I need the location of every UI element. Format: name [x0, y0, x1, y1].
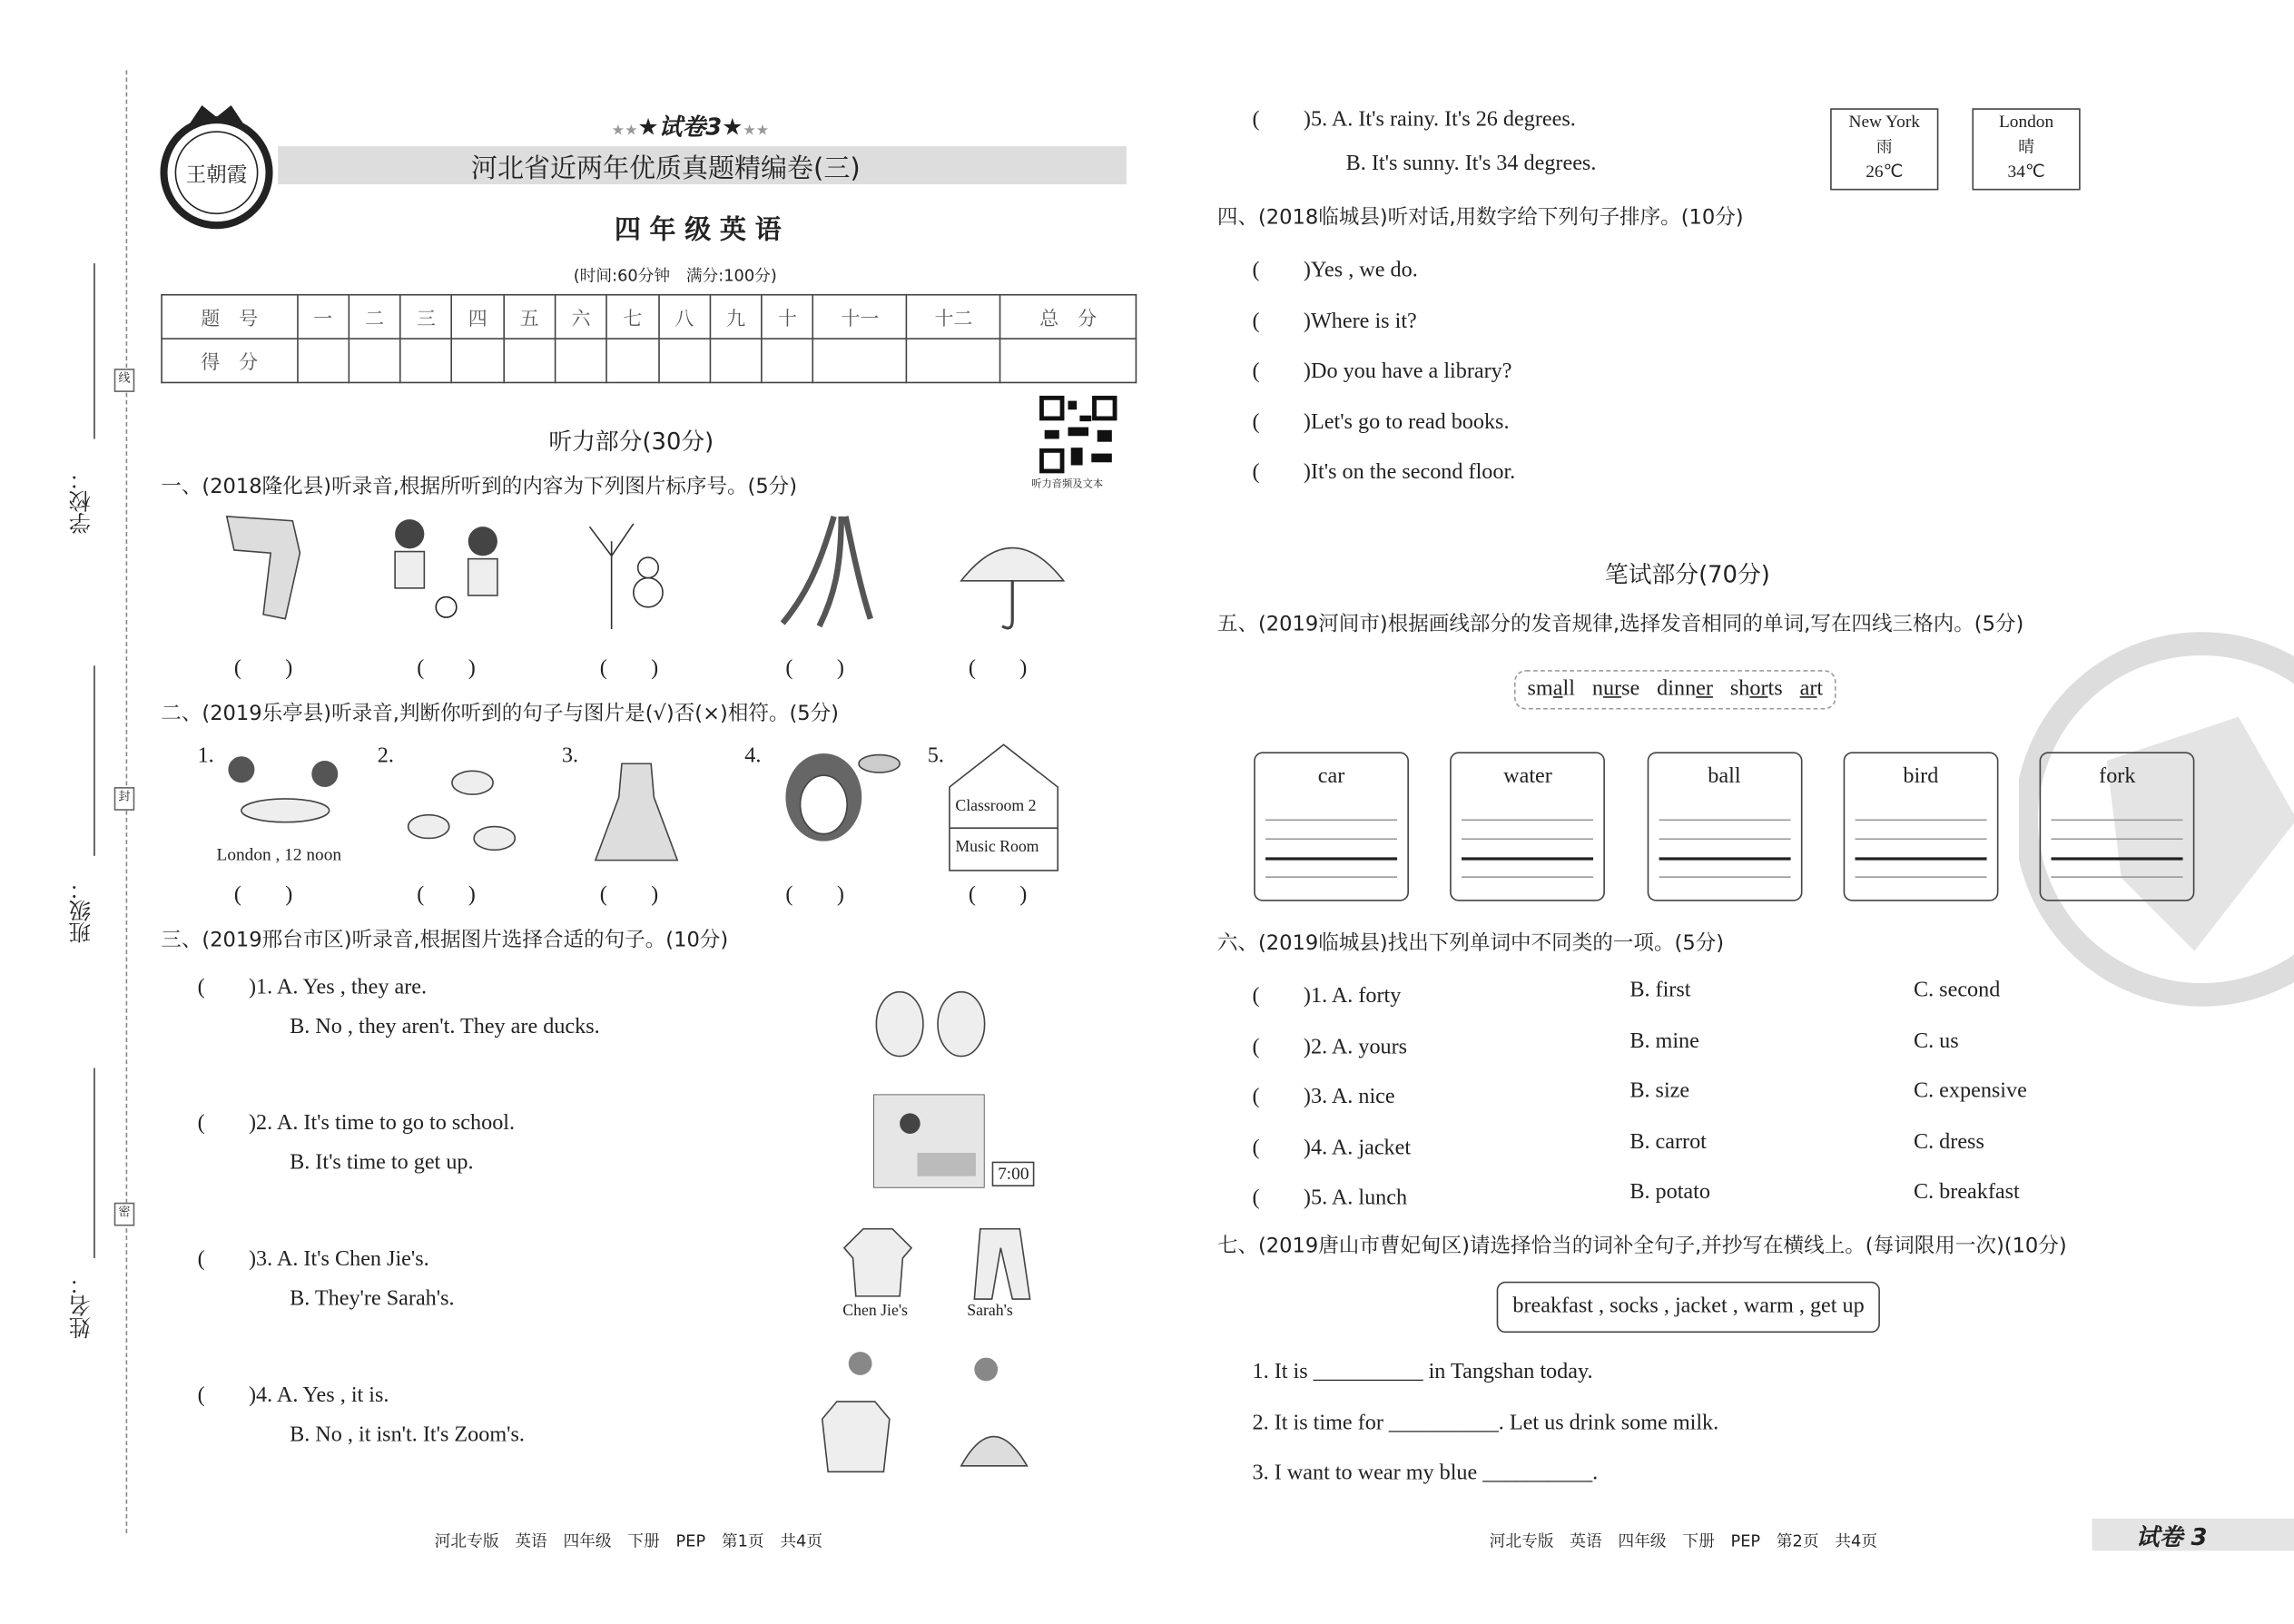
section-1-title: 一、(2018隆化县)听录音,根据所听到的内容为下列图片标序号。(5分) [161, 475, 798, 499]
city: New York [1848, 111, 1920, 133]
choice-option [1629, 1080, 1689, 1105]
name-label: 姓名： [67, 1273, 94, 1339]
guide-line [1855, 819, 1986, 821]
music-room-label: Music Room [955, 838, 1039, 856]
sentence: )Let's go to read books. [1303, 410, 1510, 435]
paren: ( [1252, 1035, 1304, 1059]
school-label: 学校： [67, 468, 94, 535]
sentence: )Do you have a library? [1303, 359, 1512, 384]
paren: ( [1252, 1086, 1304, 1109]
scarf-image [212, 509, 315, 626]
choice-text: C. dress [1913, 1130, 1984, 1155]
score-header-label: 题 号 [162, 295, 297, 339]
choice-option [1629, 1181, 1710, 1206]
odd-one-out-question[interactable] [1253, 1029, 1408, 1060]
seal-mark: 线 [114, 369, 135, 392]
classroom-label: Classroom 2 [955, 797, 1037, 815]
score-header-cell: 十一 [813, 295, 907, 339]
score-header-cell: 十二 [907, 295, 1000, 339]
image-caption: London , 12 noon [216, 843, 342, 865]
item-number: 2. [377, 744, 394, 769]
ordering-item[interactable] [1253, 354, 1512, 385]
sweater-image [842, 1226, 915, 1300]
listening-title: 听力部分(30分) [548, 427, 714, 456]
guide-line [1659, 819, 1790, 821]
guide-line [2052, 876, 2183, 878]
paren: ( [197, 975, 249, 999]
score-header-cell: 九 [710, 295, 762, 339]
qr-caption: 听力音频及文本 [1031, 477, 1104, 490]
choice-text: C. expensive [1913, 1079, 2027, 1104]
score-header-cell: 八 [658, 295, 710, 339]
score-header-cell: 总 分 [1000, 295, 1136, 339]
kids-football-image [373, 512, 519, 629]
box-word: fork [2099, 764, 2136, 789]
guide-line [1462, 838, 1593, 840]
guide-line [2052, 838, 2183, 840]
answer-blank[interactable]: ( ) [785, 656, 844, 681]
answer-blank[interactable]: ( ) [968, 656, 1028, 681]
four-line-box[interactable] [1647, 752, 1802, 901]
svg-text:王朝霞: 王朝霞 [185, 162, 248, 187]
footer-left: 河北专版 英语 四年级 下册 PEP 第1页 共4页 [434, 1531, 823, 1551]
word-bank-7: breakfast , socks , jacket , warm , get up [1497, 1282, 1881, 1333]
paren: ( [1252, 410, 1304, 435]
choice-text: B. potato [1629, 1181, 1710, 1205]
fill-sentence-1[interactable]: 1. It is __________ in Tangshan today. [1252, 1360, 1593, 1384]
guide-line [2052, 857, 2183, 860]
answer-blank[interactable]: ( ) [233, 883, 293, 908]
weather: 晴 [2018, 137, 2034, 157]
box-word: water [1503, 764, 1552, 789]
item-number: 5. [927, 744, 944, 769]
choice-text: B. size [1629, 1079, 1690, 1104]
paren: ( [1252, 1186, 1304, 1211]
question-3-1[interactable] [198, 969, 427, 1000]
temperature: 34℃ [2007, 161, 2045, 182]
score-header-cell: 一 [297, 295, 349, 339]
clock-time: 7:00 [992, 1162, 1035, 1186]
score-input-cell[interactable] [606, 339, 658, 382]
score-header-cell: 五 [504, 295, 556, 339]
score-input-cell[interactable] [762, 339, 813, 382]
question-3-3[interactable] [198, 1242, 429, 1273]
choice-text: )2. A. yours [1303, 1035, 1408, 1059]
class-line [94, 665, 95, 856]
score-input-cell[interactable] [710, 339, 762, 382]
pants-image [969, 1226, 1035, 1303]
box-word: car [1317, 764, 1345, 789]
ordering-item[interactable] [1253, 253, 1418, 284]
sentence: )Yes , we do. [1303, 259, 1418, 283]
seal-mark: 密 [114, 1203, 135, 1226]
choice-text: C. second [1913, 979, 2001, 1002]
score-input-cell[interactable] [400, 339, 452, 382]
question-3-4[interactable] [198, 1378, 389, 1409]
option-a: )1. A. Yes , they are. [248, 975, 428, 999]
choice-text: B. carrot [1629, 1130, 1707, 1155]
writing-title: 笔试部分(70分) [1604, 560, 1770, 588]
caption-sarah: Sarah's [967, 1302, 1013, 1320]
choice-option [1629, 979, 1690, 1003]
guide-line [2052, 819, 2183, 821]
section-3-title: 三、(2019邢台市区)听录音,根据图片选择合适的句子。(10分) [161, 929, 729, 953]
odd-one-out-question[interactable] [1253, 979, 1402, 1009]
option-a: )4. A. Yes , it is. [248, 1383, 389, 1408]
score-input-cell[interactable] [813, 339, 907, 382]
section-4-title: 四、(2018临城县)听对话,用数字给下列句子排序。(10分) [1216, 206, 1744, 231]
green-beans-image [775, 509, 878, 629]
sentence: )It's on the second floor. [1303, 461, 1516, 486]
horses-image [392, 753, 531, 868]
choice-text: B. mine [1629, 1029, 1699, 1053]
umbrella-image [959, 529, 1068, 635]
choice-option [1914, 1080, 2027, 1105]
score-header-cell: 七 [606, 295, 658, 339]
score-row-label: 得 分 [162, 339, 297, 382]
guide-line [1265, 838, 1397, 840]
answer-blank[interactable]: ( ) [417, 883, 476, 908]
guide-line [1659, 857, 1790, 860]
caption-chen-jie: Chen Jie's [842, 1302, 908, 1320]
time-info: (时间:60分钟 满分:100分) [573, 266, 777, 286]
odd-one-out-question[interactable] [1253, 1080, 1395, 1111]
option-b: B. No , it isn't. It's Zoom's. [290, 1423, 525, 1447]
choice-text: )5. A. lunch [1303, 1186, 1408, 1211]
choice-option [1914, 979, 2000, 1003]
school-line [94, 263, 95, 438]
score-header-cell: 二 [349, 295, 400, 339]
score-input-cell[interactable] [658, 339, 710, 382]
ordering-item[interactable] [1253, 456, 1516, 487]
score-input-cell[interactable] [297, 339, 349, 382]
hat-image [954, 1349, 1035, 1475]
option-a: )2. A. It's time to go to school. [248, 1111, 516, 1136]
option-a: )3. A. It's Chen Jie's. [248, 1247, 429, 1272]
four-line-box[interactable] [2040, 752, 2195, 901]
choice-text: B. first [1629, 979, 1691, 1002]
question-3-2[interactable] [198, 1106, 516, 1137]
dress-image [593, 761, 681, 863]
seal-mark: 封 [114, 787, 135, 811]
score-input-cell[interactable] [907, 339, 1000, 382]
guide-line [1265, 876, 1397, 878]
ordering-item[interactable] [1253, 304, 1417, 335]
answer-blank[interactable]: ( ) [599, 656, 659, 681]
item-number: 3. [561, 744, 578, 769]
choice-text: C. us [1913, 1029, 1959, 1053]
paren: ( [197, 1247, 249, 1272]
sentence: )Where is it? [1303, 310, 1417, 333]
answer-blank[interactable]: ( ) [599, 883, 659, 908]
score-header-cell: 六 [556, 295, 607, 339]
odd-one-out-question[interactable] [1253, 1181, 1408, 1212]
item-number: 4. [744, 744, 762, 769]
footer-tag: 试卷 3 [2135, 1522, 2208, 1551]
guide-line [1659, 838, 1790, 840]
ordering-item[interactable] [1253, 405, 1510, 436]
family-lunch-image [220, 752, 351, 842]
choice-option [1629, 1029, 1699, 1054]
guide-line [1855, 838, 1986, 840]
name-line [94, 1068, 95, 1258]
section-6-title: 六、(2019临城县)找出下列单词中不同类的一项。(5分) [1216, 931, 1725, 956]
score-header-cell: 四 [452, 295, 504, 339]
hens-image [871, 973, 995, 1064]
brand-logo [158, 96, 290, 237]
four-line-box[interactable] [1843, 752, 1998, 901]
score-header-cell: 三 [400, 295, 452, 339]
option-b: B. No , they aren't. They are ducks. [290, 1015, 600, 1039]
score-input-cell[interactable] [1000, 339, 1136, 382]
score-header-cell: 十 [762, 295, 813, 339]
paren: ( [1252, 1136, 1304, 1160]
score-input-cell[interactable] [349, 339, 400, 382]
paren: ( [1252, 259, 1304, 283]
qr-code[interactable] [1039, 395, 1117, 474]
option-a: )5. A. It's rainy. It's 26 degrees. [1303, 108, 1576, 133]
bedroom-image [873, 1094, 984, 1187]
paren: ( [1252, 359, 1304, 384]
answer-blank[interactable]: ( ) [233, 656, 293, 681]
option-b: B. It's time to get up. [290, 1151, 474, 1176]
paren: ( [197, 1383, 249, 1408]
odd-one-out-question[interactable] [1253, 1130, 1412, 1161]
section-7-title: 七、(2019唐山市曹妃甸区)请选择恰当的词补全句子,并抄写在横线上。(每词限用一次)(10分) [1216, 1235, 2067, 1258]
guide-line [1855, 876, 1986, 878]
choice-option [1629, 1130, 1707, 1155]
girl-hat-image [780, 746, 911, 849]
answer-blank[interactable]: ( ) [785, 883, 844, 908]
exam-title: 河北省近两年优质真题精编卷(三) [470, 153, 861, 185]
option-b: B. They're Sarah's. [290, 1287, 455, 1311]
paper-number: ★★★试卷3★★★ [611, 113, 770, 141]
weather-new-york [1830, 108, 1938, 190]
fill-sentence-2[interactable]: 2. It is time for __________. Let us drink some milk. [1252, 1412, 1719, 1435]
choice-text: )4. A. jacket [1303, 1136, 1412, 1160]
guide-line [1855, 857, 1986, 860]
paren: ( [1252, 984, 1304, 1009]
guide-line [1265, 819, 1397, 821]
subject-title: 四年级英语 [614, 214, 791, 246]
item-number: 1. [197, 744, 214, 769]
answer-blank[interactable]: ( ) [417, 656, 476, 681]
four-line-box[interactable] [1451, 752, 1606, 901]
score-input-cell[interactable] [504, 339, 556, 382]
word-bank: small nurse dinner shorts art [1514, 670, 1836, 710]
guide-line [1462, 819, 1593, 821]
choice-text: )3. A. nice [1303, 1086, 1395, 1109]
choice-option [1914, 1130, 1984, 1155]
paren: ( [197, 1111, 249, 1136]
guide-line [1659, 876, 1790, 878]
city: London [1998, 111, 2054, 133]
guide-line [1265, 857, 1397, 860]
paren: ( [1252, 108, 1304, 133]
option-b: B. It's sunny. It's 34 degrees. [1345, 152, 1597, 176]
answer-blank[interactable]: ( ) [968, 883, 1028, 908]
weather-london [1972, 108, 2080, 190]
class-label: 班级： [67, 877, 94, 944]
snow-scene-image [582, 512, 673, 629]
paren: ( [1252, 461, 1304, 486]
weather: 雨 [1876, 137, 1893, 157]
score-input-cell[interactable] [452, 339, 504, 382]
section-2-title: 二、(2019乐亭县)听录音,判断你听到的句子与图片是(√)否(×)相符。(5分) [161, 702, 840, 726]
choice-text: )1. A. forty [1303, 984, 1402, 1009]
guide-line [1462, 876, 1593, 878]
choice-text: C. breakfast [1913, 1181, 2020, 1205]
paren: ( [1252, 310, 1304, 333]
temperature: 26℃ [1866, 161, 1904, 182]
fill-sentence-3[interactable]: 3. I want to wear my blue __________. [1252, 1461, 1599, 1485]
guide-line [1462, 857, 1593, 860]
question-3-5[interactable] [1253, 103, 1576, 133]
box-word: ball [1708, 764, 1741, 789]
score-table [161, 294, 1137, 383]
box-word: bird [1903, 764, 1939, 789]
choice-option [1914, 1029, 1959, 1054]
section-5-title: 五、(2019河间市)根据画线部分的发音规律,选择发音相同的单词,写在四线三格内。(5分) [1216, 613, 2024, 637]
footer-right: 河北专版 英语 四年级 下册 PEP 第2页 共4页 [1489, 1531, 1878, 1551]
jacket-image [819, 1343, 892, 1477]
score-input-cell[interactable] [556, 339, 607, 382]
four-line-box[interactable] [1254, 752, 1409, 901]
choice-option [1914, 1181, 2020, 1206]
series-label: 试卷3 [658, 113, 723, 141]
